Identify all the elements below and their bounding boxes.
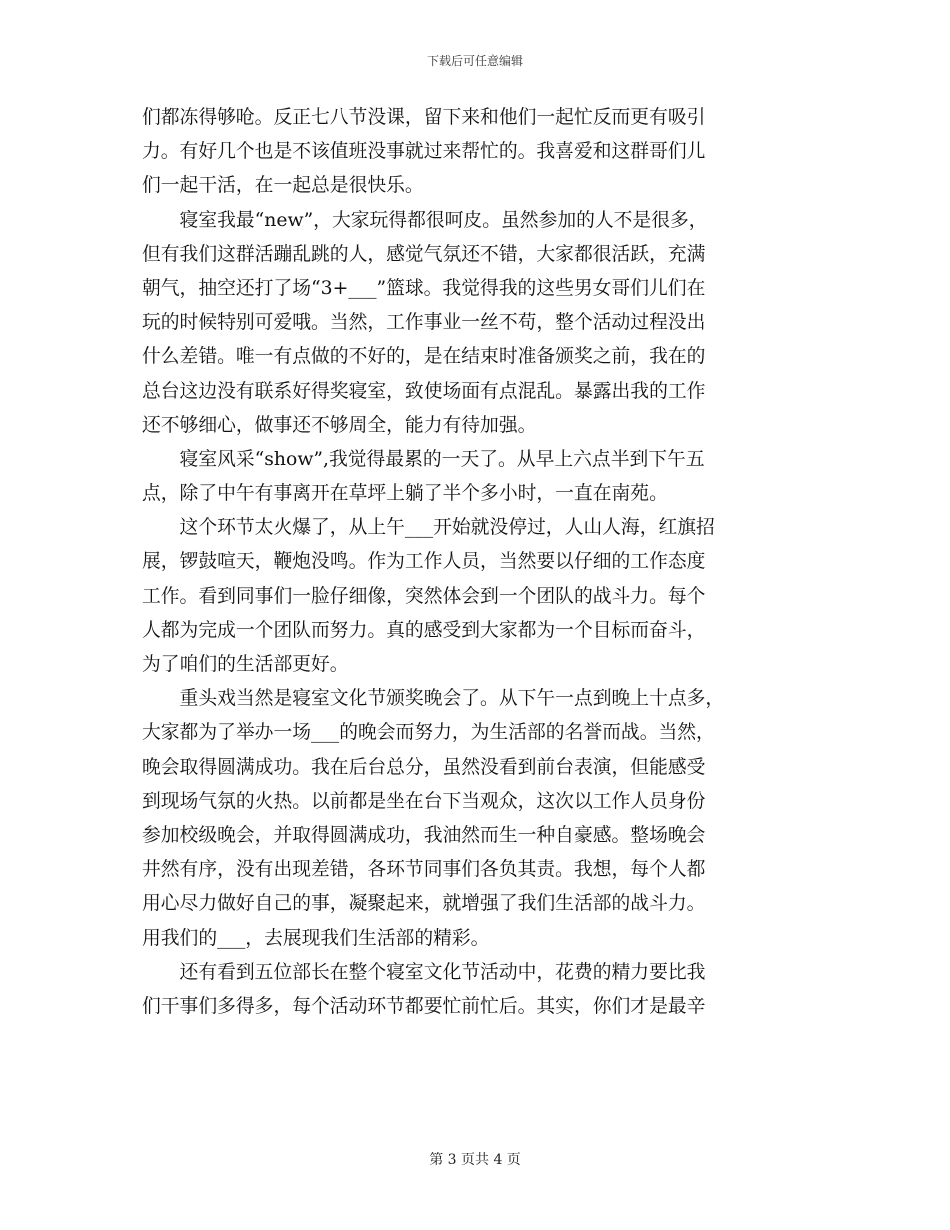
text-line: 这个环节太火爆了，从上午___开始就没停过，人山人海，红旗招 — [142, 517, 715, 539]
body-text — [142, 101, 808, 1024]
text-line: 井然有序，没有出现差错，各环节同事们各负其责。我想，每个人都 — [142, 859, 706, 881]
text-line: 什么差错。唯一有点做的不好的，是在结束时准备颁奖之前，我在的 — [142, 346, 706, 368]
text-line: 人都为完成一个团队而努力。真的感受到大家都为一个目标而奋斗， — [142, 619, 706, 641]
text-line: 力。有好几个也是不该值班没事就过来帮忙的。我喜爱和这群哥们儿 — [142, 141, 706, 163]
text-line: 们都冻得够呛。反正七八节没课，留下来和他们一起忙反而更有吸引 — [142, 107, 706, 128]
text-line: 们一起干活，在一起总是很快乐。 — [142, 175, 424, 197]
text-line: 点，除了中午有事离开在草坪上躺了半个多小时，一直在南苑。 — [142, 483, 668, 505]
text-line: 寝室风采“show”,我觉得最累的一天了。从早上六点半到下午五 — [142, 448, 705, 470]
text-line: 用我们的___，去展现我们生活部的精彩。 — [142, 927, 490, 949]
text-line: 晚会取得圆满成功。我在后台总分，虽然没看到前台表演，但能感受 — [142, 756, 706, 778]
text-line: 寝室我最“new”，大家玩得都很呵皮。虽然参加的人不是很多， — [142, 209, 708, 231]
text-line: 朝气，抽空还打了场“3+___”篮球。我觉得我的这些男女哥们儿们在 — [142, 277, 706, 299]
text-line: 但有我们这群活蹦乱跳的人，感觉气氛还不错，大家都很活跃，充满 — [142, 243, 706, 265]
text-line: 玩的时候特别可爱哦。当然，工作事业一丝不苟，整个活动过程没出 — [142, 312, 706, 334]
text-line: 大家都为了举办一场___的晚会而努力，为生活部的名誉而战。当然， — [142, 722, 715, 744]
text-line: 用心尽力做好自己的事，凝聚起来，就增强了我们生活部的战斗力。 — [142, 893, 706, 915]
text-line: 还有看到五位部长在整个寝室文化节活动中，花费的精力要比我 — [142, 961, 706, 983]
text-line: 重头戏当然是寝室文化节颁奖晚会了。从下午一点到晚上十点多， — [142, 688, 725, 710]
page-header: 下载后可任意编辑 — [426, 54, 523, 68]
text-line: 们干事们多得多，每个活动环节都要忙前忙后。其实，你们才是最辛 — [142, 995, 706, 1017]
text-line: 展，锣鼓喧天，鞭炮没鸣。作为工作人员，当然要以仔细的工作态度 — [142, 551, 706, 573]
text-line: 工作。看到同事们一脸仔细像，突然体会到一个团队的战斗力。每个 — [142, 585, 706, 607]
text-line: 为了咱们的生活部更好。 — [142, 654, 349, 675]
text-line: 总台这边没有联系好得奖寝室，致使场面有点混乱。暴露出我的工作 — [142, 380, 706, 402]
text-line: 参加校级晚会，并取得圆满成功，我油然而生一种自豪感。整场晚会 — [142, 824, 706, 846]
text-line: 还不够细心，做事还不够周全，能力有待加强。 — [142, 414, 537, 436]
text-line: 到现场气氛的火热。以前都是坐在台下当观众，这次以工作人员身份 — [142, 790, 706, 812]
page-footer: 第 3 页共 4 页 — [429, 1152, 521, 1168]
